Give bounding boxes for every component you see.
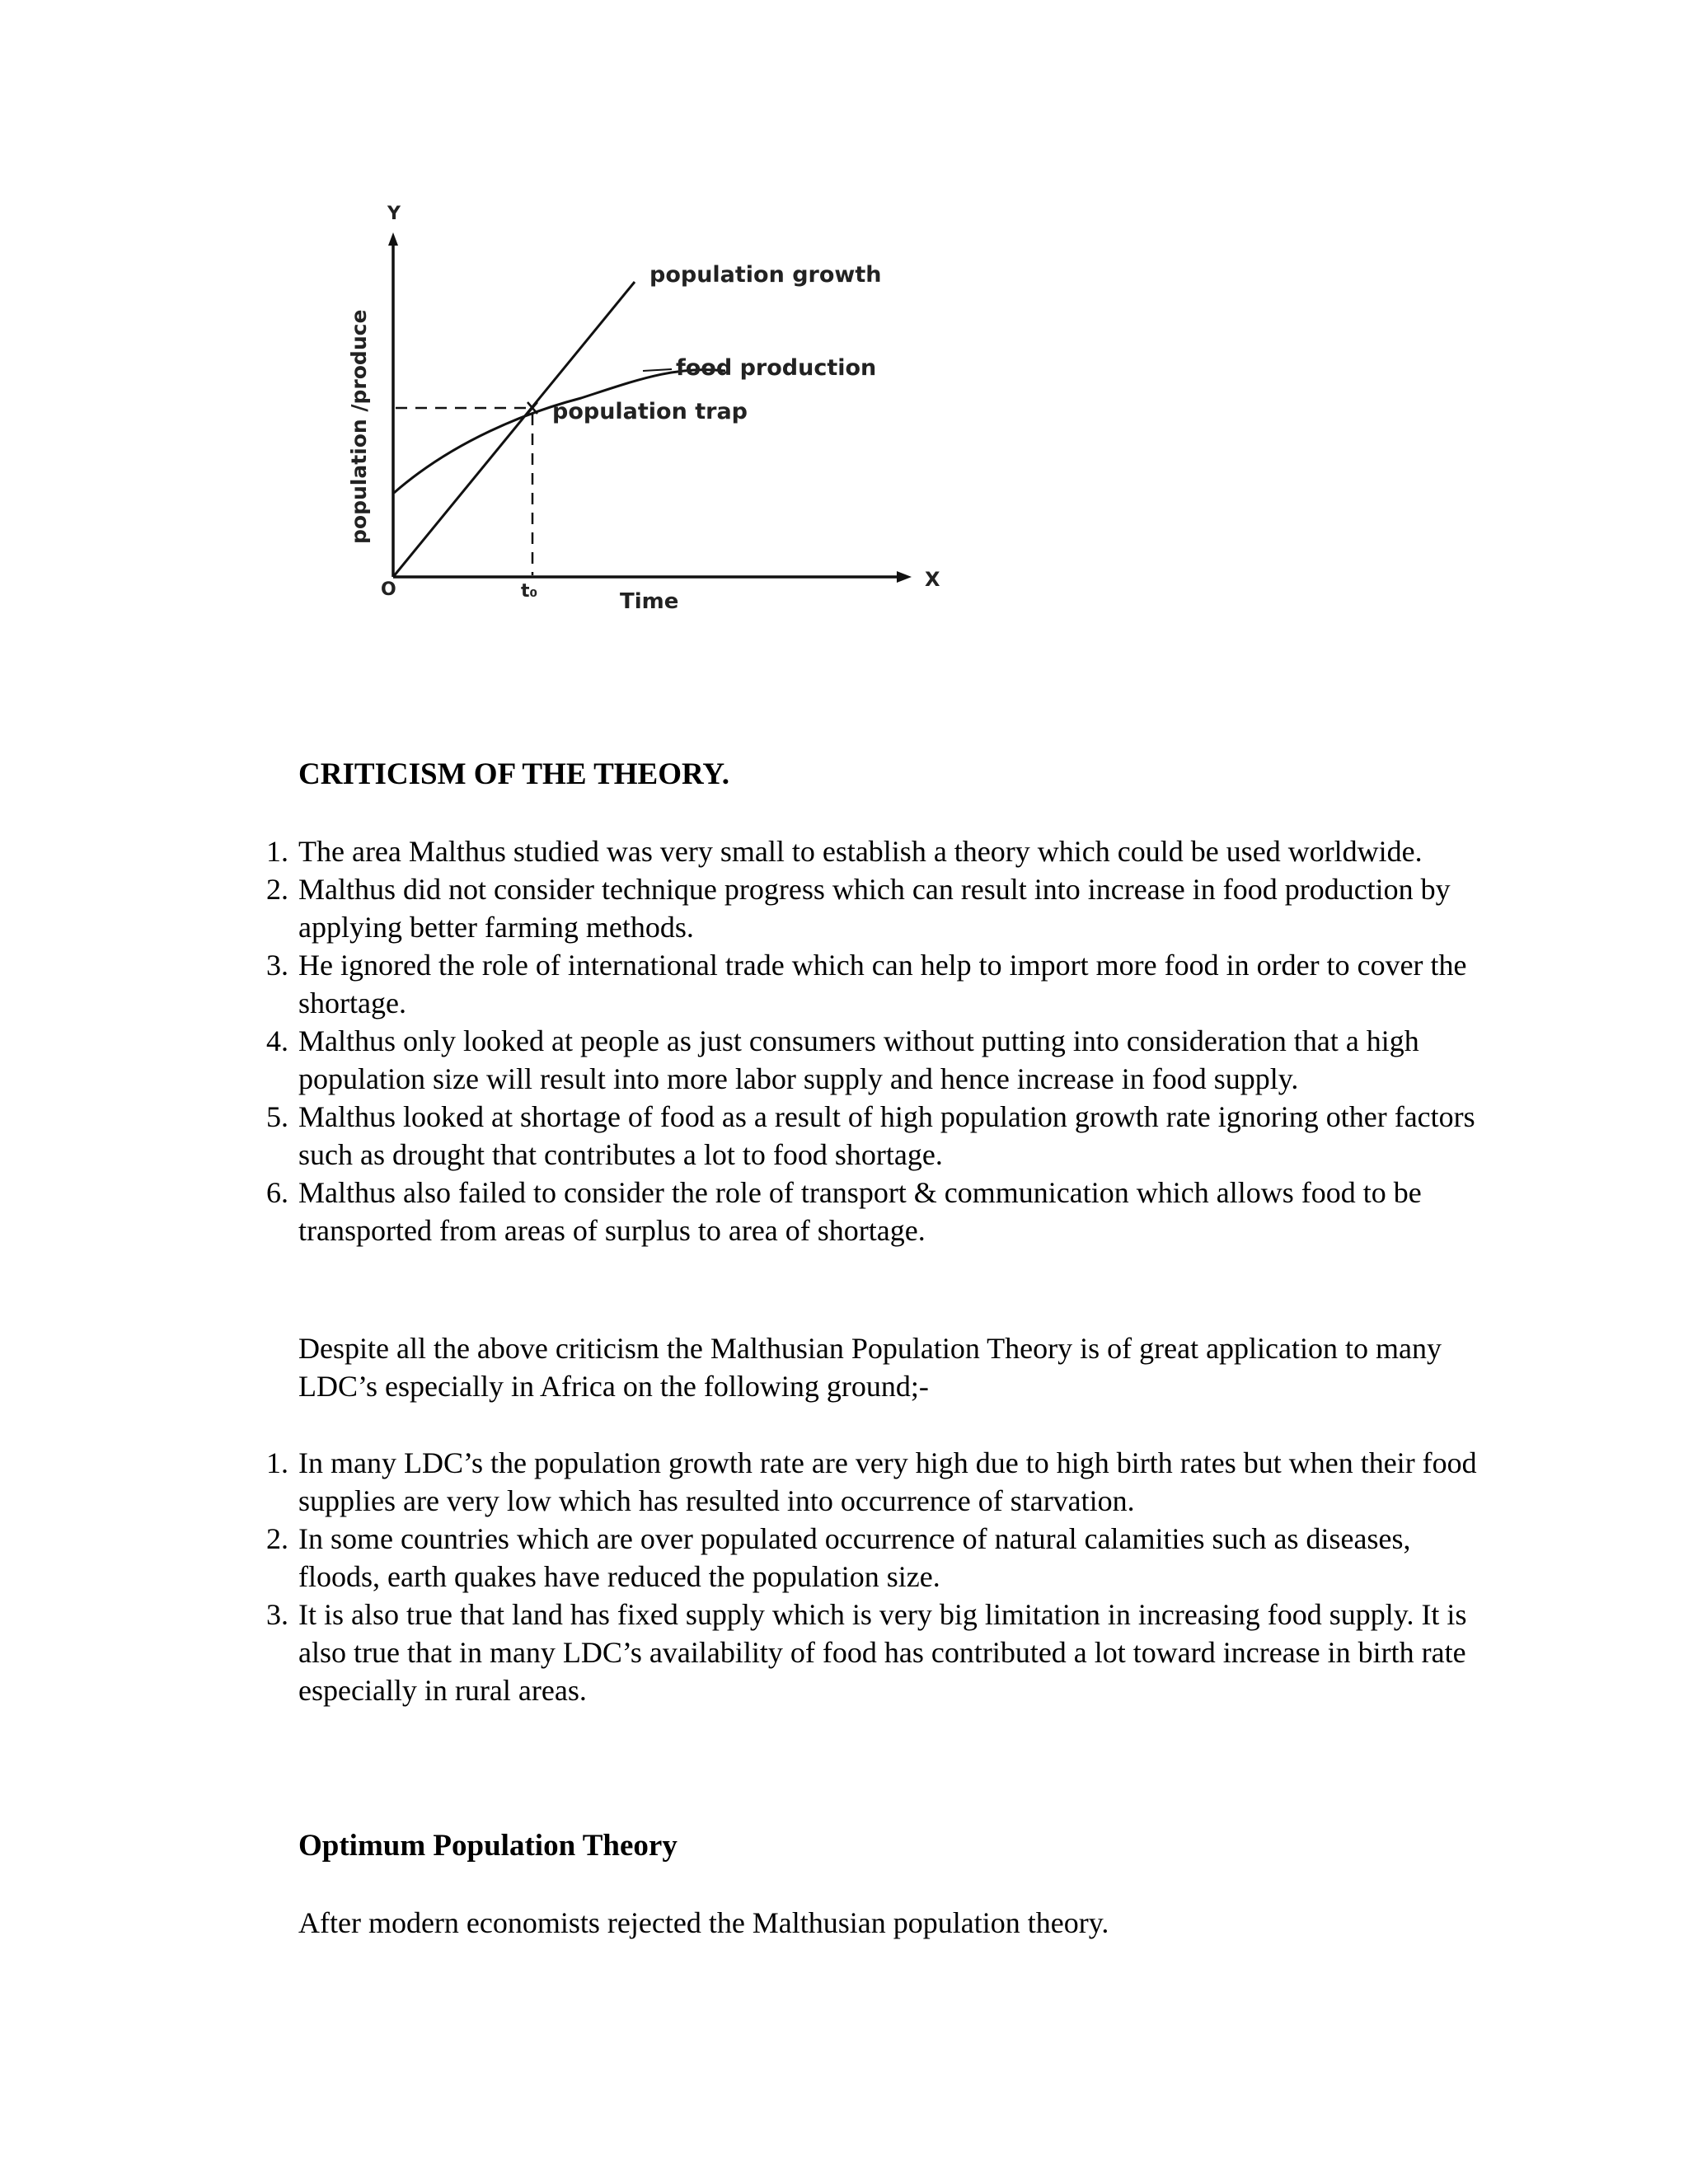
item-number: 5. xyxy=(266,1100,288,1133)
list-item xyxy=(266,832,1493,870)
optimum-heading: Optimum Population Theory xyxy=(298,1829,678,1863)
item-number: 3. xyxy=(266,1598,288,1631)
list-item xyxy=(266,1596,1493,1709)
despite-paragraph: Despite all the above criticism the Malthusian Population Theory is of great application to many LDC’s especially in Africa on the following ground;- xyxy=(298,1332,1442,1403)
list-item xyxy=(266,870,1493,946)
item-number: 2. xyxy=(266,873,288,906)
y-axis-arrow xyxy=(388,232,398,246)
item-number: 3. xyxy=(266,949,288,982)
optimum-paragraph: After modern economists rejected the Malthusian population theory. xyxy=(298,1906,1109,1939)
origin-label: O xyxy=(381,579,396,600)
criticism-list xyxy=(266,832,1493,1249)
item-number: 1. xyxy=(266,835,288,868)
item-text: Malthus did not consider technique progress which can result into increase in food production by applying better farming methods. xyxy=(298,873,1451,944)
item-text: It is also true that land has fixed supply which is very big limitation in increasing food supply. It is also true that in many LDC’s availability of food has contributed a lot toward increase in birth rate especially in rural areas. xyxy=(298,1598,1467,1707)
item-text: Malthus looked at shortage of food as a result of high population growth rate ignoring other factors such as drought that contributes a lot to food shortage. xyxy=(298,1100,1475,1171)
food-production-leader xyxy=(643,369,672,371)
item-text: The area Malthus studied was very small to establish a theory which could be used worldwide. xyxy=(298,835,1423,868)
item-text: In many LDC’s the population growth rate are very high due to high birth rates but when their food supplies are very low which has resulted into occurrence of starvation. xyxy=(298,1446,1477,1517)
item-number: 6. xyxy=(266,1176,288,1209)
x-axis-letter: X xyxy=(925,568,940,591)
item-text: In some countries which are over populated occurrence of natural calamities such as diseases, floods, earth quakes have reduced the population size. xyxy=(298,1522,1411,1593)
list-item xyxy=(266,1444,1493,1520)
food-production-curve xyxy=(394,370,725,493)
list-item xyxy=(266,1520,1493,1596)
list-item xyxy=(266,1022,1493,1098)
application-list xyxy=(266,1444,1493,1709)
t0-label: t₀ xyxy=(521,581,538,602)
x-axis-arrow xyxy=(897,571,912,583)
y-axis-letter: Y xyxy=(387,204,401,224)
item-number: 1. xyxy=(266,1446,288,1479)
item-text: Malthus only looked at people as just consumers without putting into consideration that a high population size will result into more labor supply and hence increase in food supply. xyxy=(298,1024,1419,1095)
list-item xyxy=(266,946,1493,1022)
y-axis-title: population /produce xyxy=(347,309,371,544)
list-item xyxy=(266,1174,1493,1249)
population-trap-label: population trap xyxy=(552,399,748,424)
item-text: He ignored the role of international trade which can help to import more food in order to cover the shortage. xyxy=(298,949,1467,1019)
item-number: 2. xyxy=(266,1522,288,1555)
item-text: Malthus also failed to consider the role of transport & communication which allows food to be transported from areas of surplus to area of shortage. xyxy=(298,1176,1422,1247)
list-item xyxy=(266,1098,1493,1174)
criticism-heading: CRITICISM OF THE THEORY. xyxy=(298,757,730,791)
item-number: 4. xyxy=(266,1024,288,1057)
population-growth-label: population growth xyxy=(649,262,882,288)
x-axis-title: Time xyxy=(620,589,679,614)
population-growth-line xyxy=(393,282,635,577)
malthus-diagram xyxy=(330,190,989,618)
food-production-label: food production xyxy=(676,355,877,381)
